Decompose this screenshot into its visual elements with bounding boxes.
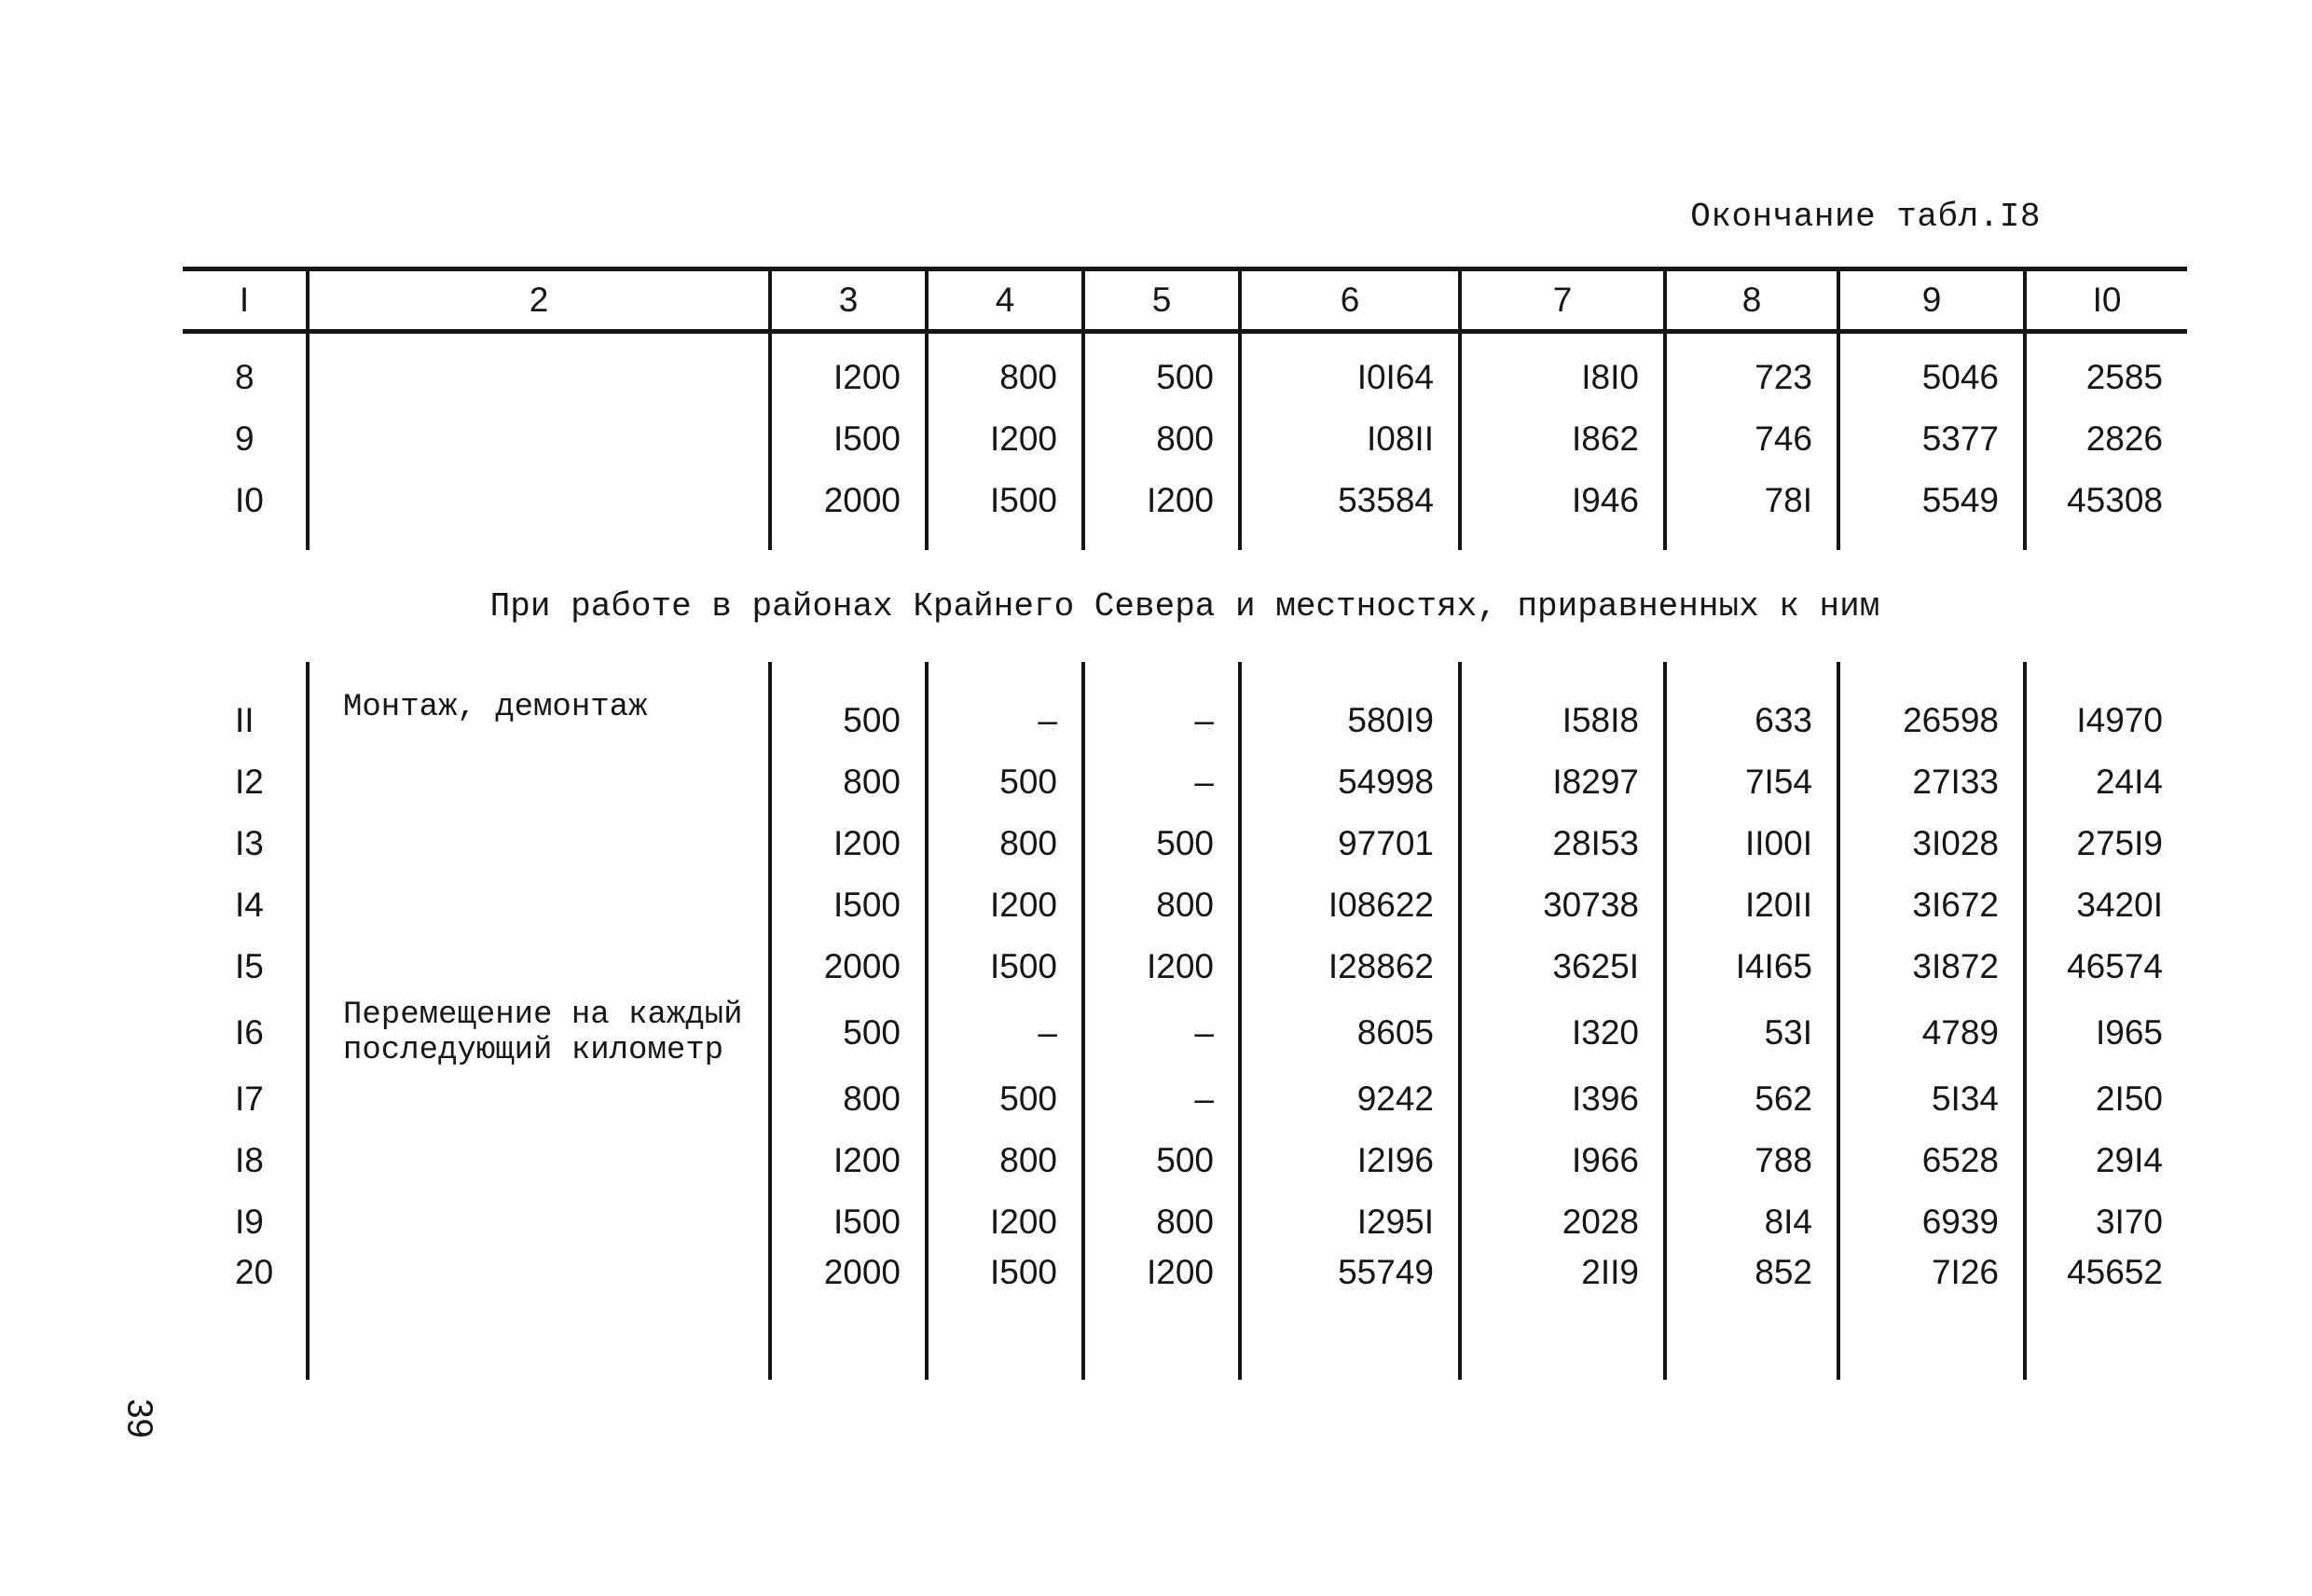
table-cell: 500: [770, 998, 927, 1068]
row-number: I0: [235, 481, 264, 519]
row-number: 8: [235, 358, 255, 396]
table-cell: I500: [927, 936, 1083, 998]
table-cell: 3I028: [1838, 813, 2025, 874]
table-cell: 30738: [1460, 874, 1665, 936]
table-cell: I200: [927, 1191, 1083, 1253]
table-cell: 45308: [2025, 470, 2187, 550]
table-cell: 7I54: [1665, 751, 1838, 813]
table-cell: 2II9: [1460, 1253, 1665, 1380]
table-cell: I200: [770, 1130, 927, 1191]
table-cell: I200: [1083, 936, 1240, 998]
row-description: [308, 936, 770, 998]
table-cell: I500: [770, 1191, 927, 1253]
table-cell: 723: [1665, 332, 1838, 409]
row-description: [308, 1191, 770, 1253]
table-cell: I2I96: [1240, 1130, 1460, 1191]
table-cell: 2000: [770, 1253, 927, 1380]
section-heading-row: [183, 550, 2187, 662]
table-cell: 800: [770, 1068, 927, 1130]
table-cell: 78I: [1665, 470, 1838, 550]
table-cell: 5549: [1838, 470, 2025, 550]
row-description: [308, 470, 770, 550]
column-header: 6: [1240, 269, 1460, 332]
table-cell: 28I53: [1460, 813, 1665, 874]
column-header: I0: [2025, 269, 2187, 332]
row-number: I7: [235, 1080, 264, 1118]
table-cell: –: [927, 998, 1083, 1068]
page-number: 39: [119, 1398, 159, 1438]
table-cell: I500: [927, 470, 1083, 550]
table-cell: I862: [1460, 408, 1665, 470]
table-cell: 746: [1665, 408, 1838, 470]
table-cell: 2I50: [2025, 1068, 2187, 1130]
table-row: [183, 1253, 2187, 1380]
table-cell: I946: [1460, 470, 1665, 550]
table-cell: 97701: [1240, 813, 1460, 874]
table-cell: 54998: [1240, 751, 1460, 813]
column-header: 7: [1460, 269, 1665, 332]
table-cell: I965: [2025, 998, 2187, 1068]
data-table: [183, 267, 2187, 1380]
table-row: [183, 751, 2187, 813]
column-header: 3: [770, 269, 927, 332]
table-row: [183, 998, 2187, 1068]
table-cell: 500: [770, 662, 927, 751]
table-cell: 800: [1083, 874, 1240, 936]
row-number: I3: [235, 824, 264, 862]
table-cell: –: [1083, 998, 1240, 1068]
table-cell: I396: [1460, 1068, 1665, 1130]
table-cell: 6939: [1838, 1191, 2025, 1253]
table-cell: I0I64: [1240, 332, 1460, 409]
table-cell: I4I65: [1665, 936, 1838, 998]
column-header: 2: [308, 269, 770, 332]
table-row: [183, 470, 2187, 550]
table-cell: 788: [1665, 1130, 1838, 1191]
table-cell: –: [1083, 1068, 1240, 1130]
table-cell: 2000: [770, 470, 927, 550]
table-cell: 500: [1083, 1130, 1240, 1191]
table-cell: 580I9: [1240, 662, 1460, 751]
table-cell: 6528: [1838, 1130, 2025, 1191]
table-cell: I200: [770, 813, 927, 874]
table-cell: 800: [770, 751, 927, 813]
table-cell: 275I9: [2025, 813, 2187, 874]
table-cell: 800: [1083, 408, 1240, 470]
row-number: I4: [235, 886, 264, 924]
table-cell: 3I872: [1838, 936, 2025, 998]
table-row: [183, 1191, 2187, 1253]
table-block-1: [183, 332, 2187, 551]
table-row: [183, 874, 2187, 936]
table-cell: I58I8: [1460, 662, 1665, 751]
row-number: I9: [235, 1203, 264, 1241]
table-cell: 24I4: [2025, 751, 2187, 813]
table-cell: I200: [1083, 470, 1240, 550]
row-description: [308, 408, 770, 470]
row-number: 9: [235, 420, 255, 458]
table-cell: 2826: [2025, 408, 2187, 470]
table-cell: 3I70: [2025, 1191, 2187, 1253]
table-cell: 7I26: [1838, 1253, 2025, 1380]
table-cell: 500: [927, 1068, 1083, 1130]
table-cell: I08622: [1240, 874, 1460, 936]
table-cell: 8I4: [1665, 1191, 1838, 1253]
table-cell: 4789: [1838, 998, 2025, 1068]
table-cell: 45652: [2025, 1253, 2187, 1380]
table-cell: 633: [1665, 662, 1838, 751]
table-row: [183, 1130, 2187, 1191]
table-cell: 53I: [1665, 998, 1838, 1068]
table-cell: I500: [770, 874, 927, 936]
table-cell: II00I: [1665, 813, 1838, 874]
table-cell: 852: [1665, 1253, 1838, 1380]
table-cell: 800: [1083, 1191, 1240, 1253]
table-block-2: [183, 662, 2187, 1380]
table-cell: 46574: [2025, 936, 2187, 998]
table-cell: I200: [927, 874, 1083, 936]
table-row: [183, 662, 2187, 751]
section-heading-block: [183, 550, 2187, 662]
table-cell: 800: [927, 332, 1083, 409]
table-cell: 26598: [1838, 662, 2025, 751]
table-cell: 8605: [1240, 998, 1460, 1068]
table-cell: 800: [927, 813, 1083, 874]
table-row: [183, 332, 2187, 409]
row-description: [308, 1068, 770, 1130]
table-row: [183, 936, 2187, 998]
table-cell: 3I672: [1838, 874, 2025, 936]
table-cell: 55749: [1240, 1253, 1460, 1380]
table-cell: 53584: [1240, 470, 1460, 550]
table-cell: 2585: [2025, 332, 2187, 409]
table-cell: 3420I: [2025, 874, 2187, 936]
table-cell: 500: [1083, 813, 1240, 874]
table-cell: 9242: [1240, 1068, 1460, 1130]
table-cell: I4970: [2025, 662, 2187, 751]
table-cell: –: [1083, 662, 1240, 751]
table-cell: 5377: [1838, 408, 2025, 470]
table-cell: 562: [1665, 1068, 1838, 1130]
table-cell: I320: [1460, 998, 1665, 1068]
table-cell: –: [1083, 751, 1240, 813]
row-description: Монтаж, демонтаж: [308, 662, 770, 751]
column-header: 4: [927, 269, 1083, 332]
table-cell: I28862: [1240, 936, 1460, 998]
table-cell: 29I4: [2025, 1130, 2187, 1191]
row-number: I8: [235, 1141, 264, 1179]
table-cell: I8I0: [1460, 332, 1665, 409]
row-description: Перемещение на каждый последующий километр: [308, 998, 770, 1068]
column-header: 9: [1838, 269, 2025, 332]
row-description: [308, 332, 770, 409]
header-row: [183, 269, 2187, 332]
row-number: 20: [235, 1253, 274, 1291]
table-cell: I500: [927, 1253, 1083, 1380]
table-cell: I20II: [1665, 874, 1838, 936]
table-cell: 5046: [1838, 332, 2025, 409]
table-row: [183, 813, 2187, 874]
table-cell: I200: [770, 332, 927, 409]
row-description: [308, 1130, 770, 1191]
column-header: 8: [1665, 269, 1838, 332]
row-number: II: [235, 701, 255, 739]
section-heading: При работе в районах Крайнего Севера и местностях, приравненных к ним: [489, 586, 1880, 626]
table-cell: –: [927, 662, 1083, 751]
row-number: I6: [235, 1013, 264, 1052]
column-header: 5: [1083, 269, 1240, 332]
table-cell: 2028: [1460, 1191, 1665, 1253]
row-description: [308, 1253, 770, 1380]
table-row: [183, 408, 2187, 470]
table-row: [183, 1068, 2187, 1130]
table-cell: I500: [770, 408, 927, 470]
row-description: [308, 751, 770, 813]
row-description: [308, 813, 770, 874]
row-description: [308, 874, 770, 936]
table-caption: Окончание табл.I8: [1690, 198, 2041, 236]
table-cell: 500: [927, 751, 1083, 813]
table-cell: I295I: [1240, 1191, 1460, 1253]
table-cell: I200: [1083, 1253, 1240, 1380]
table-cell: 2000: [770, 936, 927, 998]
row-number: I5: [235, 947, 264, 985]
data-table-container: [183, 267, 2187, 1380]
table-cell: 27I33: [1838, 751, 2025, 813]
table-cell: I200: [927, 408, 1083, 470]
table-cell: I966: [1460, 1130, 1665, 1191]
row-number: I2: [235, 763, 264, 801]
table-cell: 500: [1083, 332, 1240, 409]
table-cell: 5I34: [1838, 1068, 2025, 1130]
table-cell: 3625I: [1460, 936, 1665, 998]
table-cell: I08II: [1240, 408, 1460, 470]
table-cell: 800: [927, 1130, 1083, 1191]
column-header: I: [183, 269, 308, 332]
table-cell: I8297: [1460, 751, 1665, 813]
